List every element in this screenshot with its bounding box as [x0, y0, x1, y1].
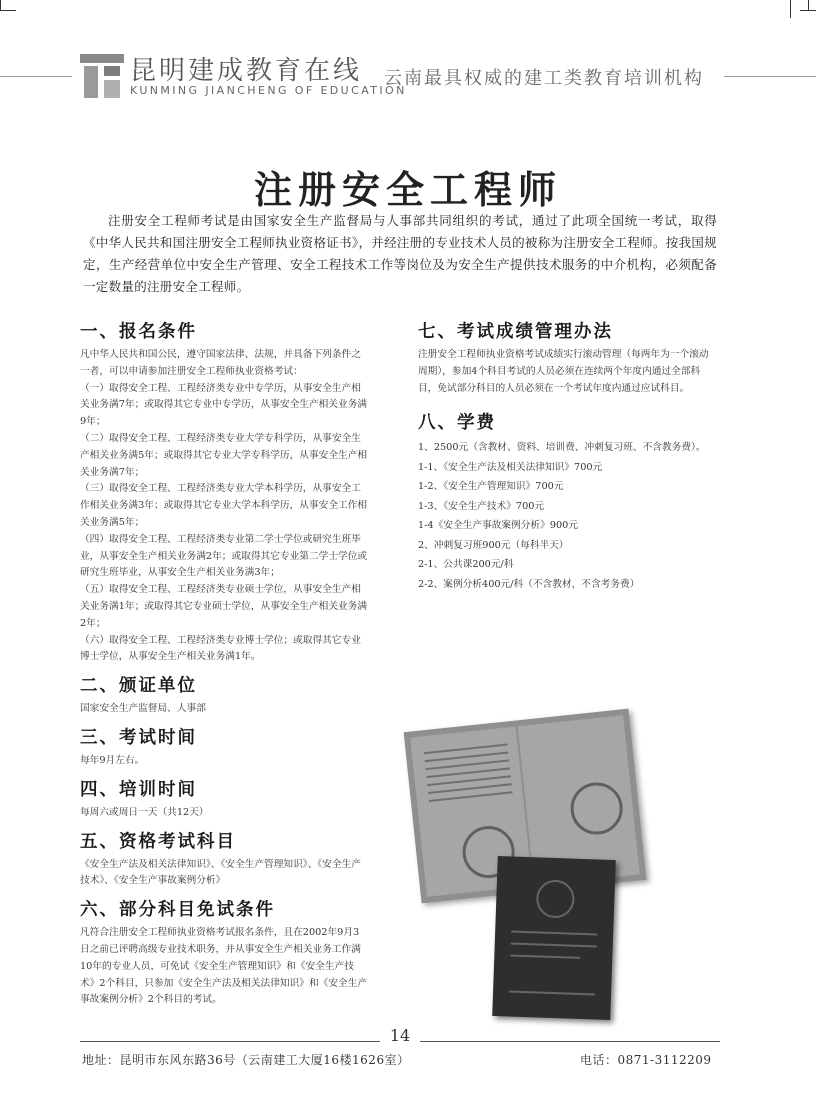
certificate-text-lines [424, 744, 513, 808]
brand-name-cn: 昆明建成教育在线 [130, 56, 363, 86]
section-subjects [80, 828, 368, 891]
national-emblem-icon [536, 879, 575, 918]
fee-item: 1-3、《安全生产技术》700元 [418, 500, 545, 512]
section-text: 每年9月左右。 [80, 754, 145, 766]
cover-line [511, 931, 597, 936]
crop-mark [800, 10, 816, 11]
header-rule-left [0, 76, 72, 77]
section-training-time [80, 776, 368, 822]
right-column [418, 318, 718, 600]
section-text: 《安全生产法及相关法律知识》、《安全生产管理知识》、《安全生产技术》、《安全生产事故案例分析》 [80, 858, 361, 887]
crop-mark [0, 10, 16, 11]
section-heading: 六、部分科目免试条件 [80, 900, 275, 921]
section-heading: 三、考试时间 [80, 727, 197, 748]
section-text: （五）取得安全工程、工程经济类专业硕士学位，从事安全生产相关业务满1年；或取得其它专业硕士学位，从事安全生产相关业务满2年； [80, 584, 368, 629]
section-exam-time [80, 724, 368, 770]
intro-paragraph: 注册安全工程师考试是由国家安全生产监督局与人事部共同组织的考试，通过了此项全国统一考试，取得《中华人民共和国注册安全工程师执业资格证书》，并经注册的专业技术人员的被称为注册安全工程师。按我国规定，生产经营单位中安全生产管理、安全工程技术工作等岗位及为安全生产提供技术服务的中介机构，必须配备一定数量的注册安全工程师。 [83, 213, 717, 294]
section-text: 凡中华人民共和国公民，遵守国家法律、法规，并具备下列条件之一者，可以申请参加注册安全工程师执业资格考试： [80, 349, 361, 377]
crop-mark [790, 0, 791, 18]
section-heading: 一、报名条件 [80, 322, 197, 342]
header-slogan: 云南最具权威的建工类教育培训机构 [384, 68, 704, 89]
section-text: （二）取得安全工程、工程经济类专业大学专科学历，从事安全生产相关业务满5年；或取得其它专业大学专科学历，从事安全生产相关业务满7年； [80, 432, 368, 478]
brand-name-en: KUNMING JIANCHENG OF EDUCATION [130, 84, 407, 97]
company-logo [80, 52, 124, 100]
fee-item: 2-1、公共课200元/科 [418, 559, 514, 571]
section-exemption [80, 896, 368, 1009]
fee-item: 1-1、《安全生产法及相关法律知识》700元 [418, 461, 603, 473]
footer-address: 地址：昆明市东风东路36号（云南建工大厦16楼1626室） [82, 1053, 410, 1067]
left-column [80, 318, 368, 1015]
section-heading: 五、资格考试科目 [80, 831, 236, 852]
fee-item: 2、冲刺复习班900元（每科半天） [418, 539, 569, 551]
crop-mark [808, 0, 809, 10]
section-heading: 八、学费 [418, 413, 496, 434]
section-registration [80, 318, 368, 666]
section-text: （六）取得安全工程、工程经济类专业博士学位；或取得其它专业博士学位，从事安全生产相关业务满1年。 [80, 634, 361, 663]
fee-item: 1-4《安全生产事故案例分析》900元 [418, 520, 579, 532]
crop-mark [0, 0, 1, 10]
cover-line [511, 942, 597, 947]
fee-item: 2-2、案例分析400元/科（不含教材，不含考务费） [418, 578, 640, 590]
footer-rule-right [420, 1041, 720, 1042]
fee-item: 1-2、《安全生产管理知识》700元 [418, 481, 564, 493]
certificate-cover-photo [492, 856, 616, 1020]
page-title: 注册安全工程师 [253, 168, 562, 213]
section-heading: 二、颁证单位 [80, 676, 197, 697]
section-score-management [418, 318, 718, 397]
round-seal-icon [568, 780, 625, 837]
footer-phone: 电话：0871-3112209 [580, 1053, 712, 1067]
section-issuer [80, 672, 368, 718]
footer-rule-left [80, 1041, 380, 1042]
section-text: （一）取得安全工程、工程经济类专业中专学历，从事安全生产相关业务满7年；或取得其它专业中专学历，从事安全生产相关业务满9年； [80, 382, 368, 428]
header-rule-right [724, 76, 816, 77]
cover-line [510, 954, 580, 958]
fee-list [418, 438, 718, 594]
section-text: 注册安全工程师执业资格考试成绩实行滚动管理（每两年为一个滚动周期），参加4个科目考试的人员必须在连续两个年度内通过全部科目，免试部分科目的人员必须在一个考试年度内通过应试科目。 [418, 349, 709, 394]
section-text: 凡符合注册安全工程师执业资格考试报名条件，且在2002年9月3日之前已评聘高级专业技术职务，并从事安全生产相关业务工作满10年的专业人员，可免试《安全生产管理知识》和《安全生产技术》2个科目，只参加《安全生产法及相关法律知识》和《安全生产事故案例分析》2个科目的考试。 [80, 927, 368, 1006]
section-text: 国家安全生产监督局、人事部 [80, 703, 206, 715]
section-heading: 四、培训时间 [80, 779, 197, 800]
section-heading: 七、考试成绩管理办法 [418, 322, 613, 342]
section-text: （三）取得安全工程、工程经济类专业大学本科学历，从事安全工作相关业务满3年；或取得其它专业大学本科学历，从事安全工作相关业务满5年； [80, 483, 368, 528]
section-text: 每周六或周日一天（共12天） [80, 806, 209, 818]
section-tuition [418, 409, 718, 594]
fee-item: 1、2500元（含教材、资料、培训费、冲刺复习班、不含教务费）。 [418, 442, 706, 454]
cover-line [509, 990, 595, 995]
section-text: （四）取得安全工程、工程经济类专业第二学士学位或研究生班毕业，从事安全生产相关业务满2年；或取得其它专业第二学士学位或研究生班毕业，从事安全生产相关业务满3年； [80, 533, 368, 579]
page-number: 14 [389, 1026, 411, 1045]
